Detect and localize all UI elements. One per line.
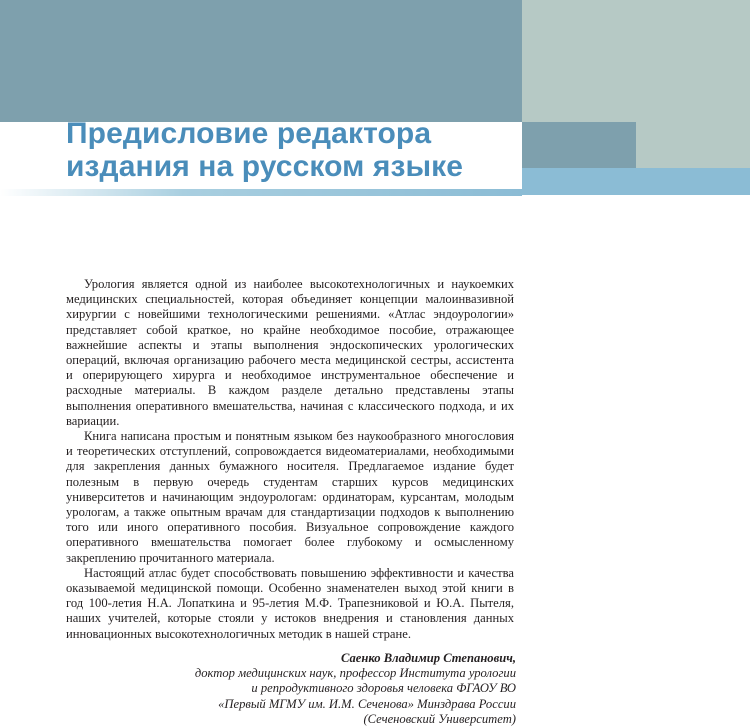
paragraph-3: Настоящий атлас будет способствовать повышению эффективности и качества оказываемой медицинской помощи. Особенно знаменателен выход этой книги в год 100-летия Н.А. Лопаткина и 95-летия М.Ф. Трапезниковой и Ю.А. Пытеля, наших учителей, которые стояли у истоков внедрения и становления данных инновационных высокотехнологичных методик в нашей стране. bbox=[66, 565, 514, 641]
signature-line-4: (Сеченовский Университет) bbox=[363, 711, 516, 726]
signature-line-3: «Первый МГМУ им. И.М. Сеченова» Минздрава России bbox=[218, 696, 516, 711]
page-title bbox=[66, 117, 463, 183]
header-band-step bbox=[522, 122, 636, 168]
signature-name: Саенко Владимир Степанович, bbox=[341, 651, 516, 665]
signature-block bbox=[195, 651, 516, 727]
signature-line-2: и репродуктивного здоровья человека ФГАОУ ВО bbox=[251, 681, 516, 696]
paragraph-1: Урология является одной из наиболее высокотехнологичных и наукоемких медицинских специальностей, которая объединяет концепции малоинвазивной хирургии с новейшими технологическими решениями. «Атлас эндоурологии» представляет собой краткое, но крайне необходимое пособие, отражающее важнейшие аспекты и этапы выполнения эндоскопических урологических операций, включая организацию рабочего места медицинской сестры, ассистента и оперирующего хирурга и необходимое инструментальное обеспечение и расходные материалы. В каждом разделе детально представлены этапы выполнения оперативного вмешательства, начиная с классического подхода, и их вариации. bbox=[66, 277, 514, 428]
title-line-1: Предисловие редактора bbox=[66, 117, 432, 150]
signature-line-1: доктор медицинских наук, профессор Института урологии bbox=[194, 666, 516, 681]
header-band-blue bbox=[522, 168, 750, 195]
title-line-2: издания на русском языке bbox=[66, 150, 464, 183]
header-band-dark bbox=[0, 0, 522, 122]
body-text bbox=[66, 277, 514, 642]
title-underline bbox=[0, 189, 522, 196]
paragraph-2: Книга написана простым и понятным языком без наукообразного многословия и теоретических отступлений, сопровождается видеоматериалами, необходимыми для закрепления данных бумажного носителя. Предлагаемое издание будет полезным в первую очередь студентам старших курсов медицинских университетов и начинающим эндоурологам: ординаторам, курсантам, молодым урологам, а также опытным врачам для стандартизации подходов к выполнению того или иного оперативного пособия. Визуальное сопровождение каждого оперативного вмешательства помогает более глубокому и осмысленному закреплению прочитанного материала. bbox=[66, 429, 514, 565]
